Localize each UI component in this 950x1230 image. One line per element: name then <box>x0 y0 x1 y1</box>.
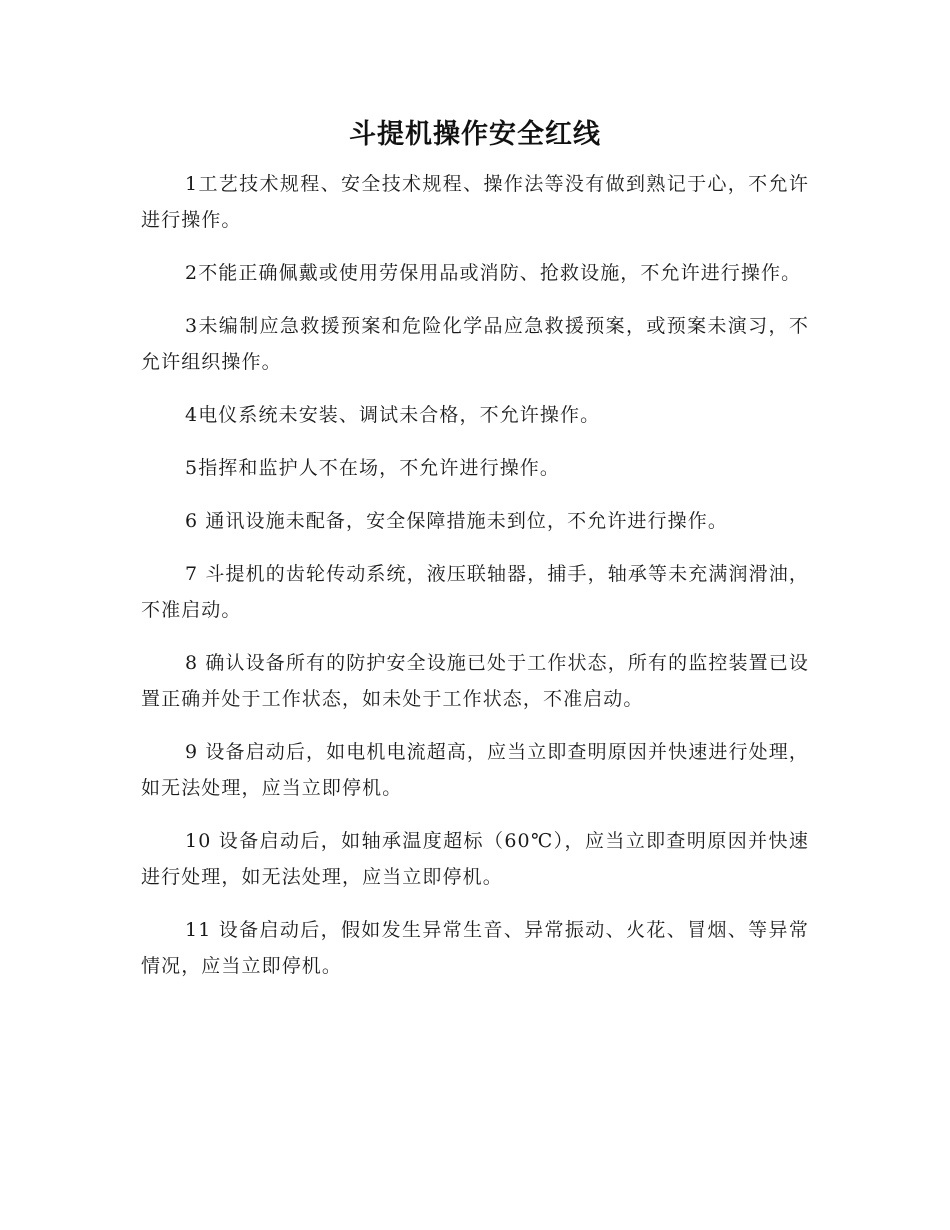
rule-paragraph-9: 9 设备启动后，如电机电流超高，应当立即查明原因并快速进行处理，如无法处理，应当立即停机。 <box>141 741 809 799</box>
document-body <box>141 166 809 1001</box>
rule-paragraph-11: 11 设备启动后，假如发生异常生音、异常振动、火花、冒烟、等异常情况，应当立即停机。 <box>141 919 809 977</box>
rule-paragraph-10: 10 设备启动后，如轴承温度超标（60℃），应当立即查明原因并快速进行处理，如无法处理，应当立即停机。 <box>141 830 809 888</box>
rule-paragraph-7: 7 斗提机的齿轮传动系统，液压联轴器，捕手，轴承等未充满润滑油，不准启动。 <box>141 563 809 621</box>
rule-paragraph-4: 4电仪系统未安装、调试未合格，不允许操作。 <box>185 404 601 426</box>
rule-paragraph-6: 6 通讯设施未配备，安全保障措施未到位，不允许进行操作。 <box>185 510 728 532</box>
document-title: 斗提机操作安全红线 <box>349 119 601 150</box>
rule-paragraph-3: 3未编制应急救援预案和危险化学品应急救援预案，或预案未演习，不允许组织操作。 <box>141 315 809 373</box>
rule-paragraph-5: 5指挥和监护人不在场，不允许进行操作。 <box>185 457 560 479</box>
rule-paragraph-1: 1工艺技术规程、安全技术规程、操作法等没有做到熟记于心，不允许进行操作。 <box>141 173 809 231</box>
rule-paragraph-2: 2不能正确佩戴或使用劳保用品或消防、抢救设施，不允许进行操作。 <box>185 262 802 284</box>
rule-paragraph-8: 8 确认设备所有的防护安全设施已处于工作状态，所有的监控装置已设置正确并处于工作状态，如未处于工作状态，不准启动。 <box>141 652 809 710</box>
